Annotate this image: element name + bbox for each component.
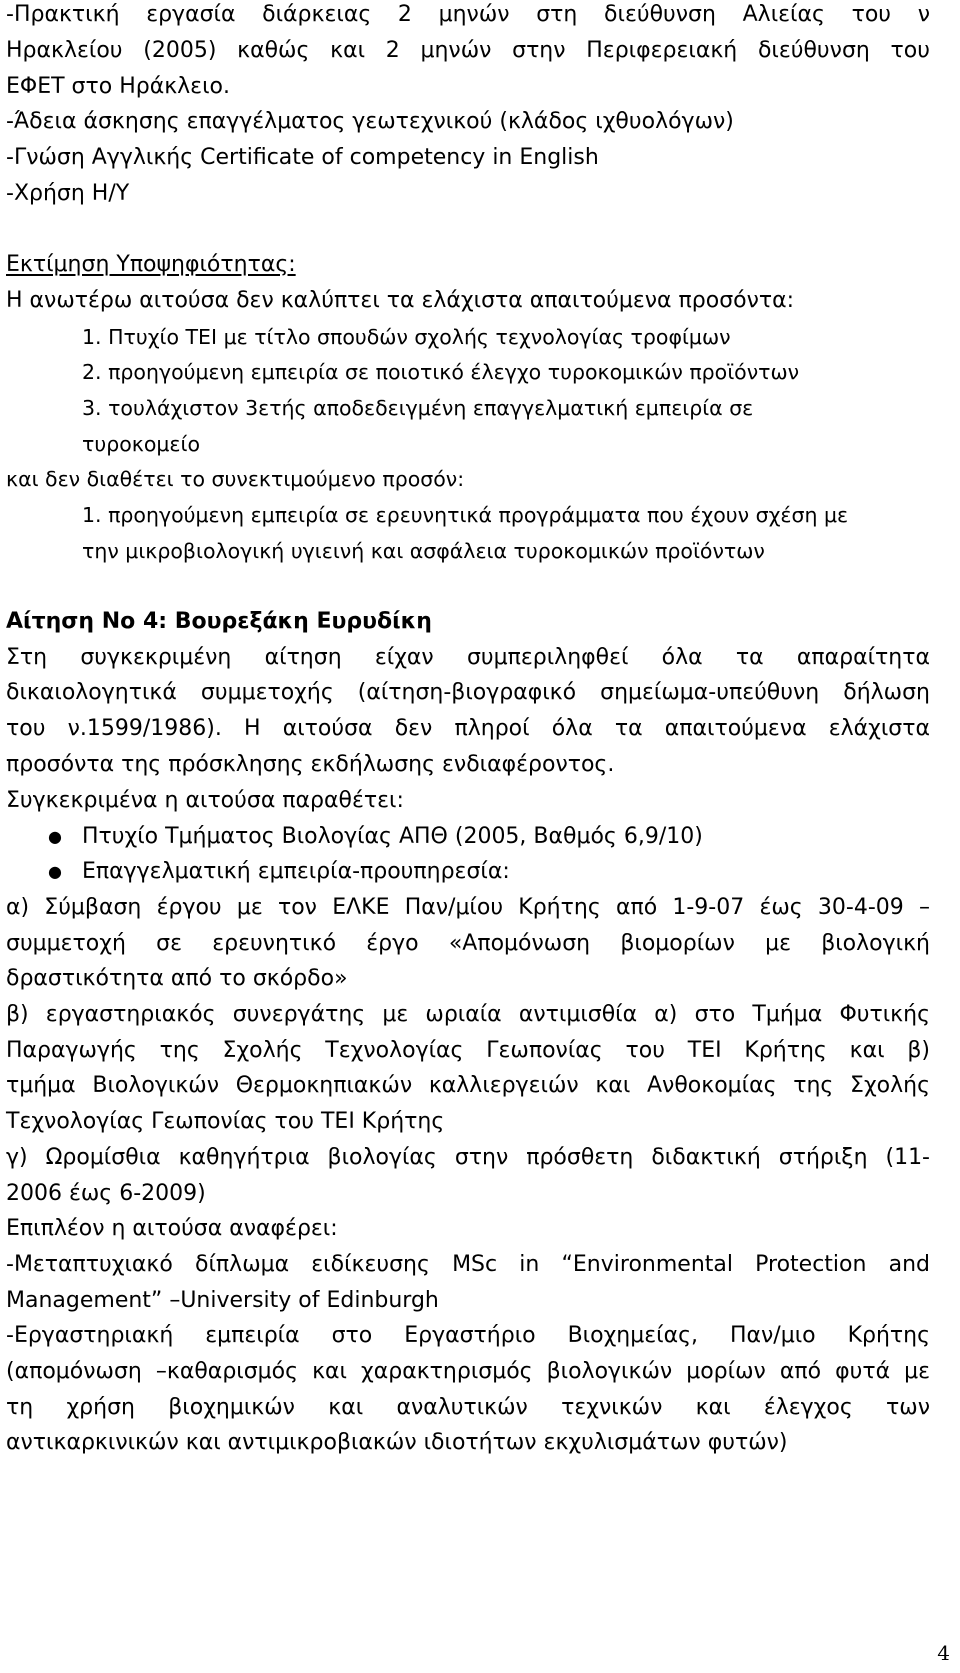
text-line: τη χρήση βιοχημικών και αναλυτικών τεχνικών και έλεγχος των bbox=[6, 1395, 930, 1420]
text-line: Ηρακλείου (2005) καθώς και 2 μηνών στην Περιφερειακή διεύθυνση του bbox=[6, 38, 930, 63]
bullet-item: Επαγγελματική εμπειρία-προυπηρεσία: bbox=[82, 859, 510, 884]
list-item-continuation: την μικροβιολογική υγιεινή και ασφάλεια τυροκομικών προϊόντων bbox=[82, 539, 765, 563]
text-line: γ) Ωρομίσθια καθηγήτρια βιολογίας στην πρόσθετη διδακτική στήριξη (11- bbox=[6, 1145, 930, 1170]
bullet-icon: ● bbox=[48, 827, 62, 846]
list-item: 3. τουλάχιστον 3ετής αποδεδειγμένη επαγγελματική εμπειρία σε bbox=[82, 396, 754, 420]
text-line: Στη συγκεκριμένη αίτηση είχαν συμπεριληφθεί όλα τα απαραίτητα bbox=[6, 645, 930, 670]
text-line: -Άδεια άσκησης επαγγέλματος γεωτεχνικού (κλάδος ιχθυολόγων) bbox=[6, 109, 734, 134]
text-line: -Πρακτική εργασία διάρκειας 2 μηνών στη διεύθυνση Αλιείας του ν bbox=[6, 2, 930, 27]
text-line: β) εργαστηριακός συνεργάτης με ωριαία αντιμισθία α) στο Τμήμα Φυτικής bbox=[6, 1002, 930, 1027]
section-heading: Εκτίμηση Υποψηφιότητας: bbox=[6, 252, 296, 277]
text-line: 2006 έως 6-2009) bbox=[6, 1181, 206, 1206]
text-line: ΕΦΕΤ στο Ηράκλειο. bbox=[6, 74, 230, 99]
text-line: α) Σύμβαση έργου με τον ΕΛΚΕ Παν/μίου Κρήτης από 1-9-07 έως 30-4-09 – bbox=[6, 895, 930, 920]
text-line: προσόντα της πρόσκλησης εκδήλωσης ενδιαφέροντος. bbox=[6, 752, 615, 777]
text-line: -Εργαστηριακή εμπειρία στο Εργαστήριο Βιοχημείας, Παν/μιο Κρήτης bbox=[6, 1323, 930, 1348]
list-item: 1. Πτυχίο ΤΕΙ με τίτλο σπουδών σχολής τεχνολογίας τροφίμων bbox=[82, 325, 731, 349]
bullet-item: Πτυχίο Τμήματος Βιολογίας ΑΠΘ (2005, Βαθμός 6,9/10) bbox=[82, 824, 703, 849]
text-line: δικαιολογητικά συμμετοχής (αίτηση-βιογραφικό σημείωμα-υπεύθυνη δήλωση bbox=[6, 680, 930, 705]
text-line: του ν.1599/1986). Η αιτούσα δεν πληροί όλα τα απαιτούμενα ελάχιστα bbox=[6, 716, 930, 741]
text-line: -Μεταπτυχιακό δίπλωμα ειδίκευσης MSc in “Environmental Protection and bbox=[6, 1252, 930, 1277]
text-line: Συγκεκριμένα η αιτούσα παραθέτει: bbox=[6, 788, 404, 813]
bullet-icon: ● bbox=[48, 862, 62, 881]
list-item-continuation: τυροκομείο bbox=[82, 432, 200, 456]
page-number: 4 bbox=[937, 1641, 950, 1665]
text-line: δραστικότητα από το σκόρδο» bbox=[6, 966, 348, 991]
text-line: Παραγωγής της Σχολής Τεχνολογίας Γεωπονίας του ΤΕΙ Κρήτης και β) bbox=[6, 1038, 930, 1063]
text-line: αντικαρκινικών και αντιμικροβιακών ιδιοτήτων εκχυλισμάτων φυτών) bbox=[6, 1430, 788, 1455]
text-line: (απομόνωση –καθαρισμός και χαρακτηρισμός βιολογικών μορίων από φυτά με bbox=[6, 1359, 930, 1384]
text-line: Τεχνολογίας Γεωπονίας του ΤΕΙ Κρήτης bbox=[6, 1109, 445, 1134]
application-heading: Αίτηση Νο 4: Βουρεξάκη Ευρυδίκη bbox=[6, 609, 432, 634]
text-line: Management” –University of Edinburgh bbox=[6, 1288, 439, 1313]
text-line: συμμετοχή σε ερευνητικό έργο «Απομόνωση βιομορίων με βιολογική bbox=[6, 931, 930, 956]
list-item: 1. προηγούμενη εμπειρία σε ερευνητικά προγράμματα που έχουν σχέση με bbox=[82, 503, 849, 527]
text-line: και δεν διαθέτει το συνεκτιμούμενο προσόν: bbox=[6, 467, 465, 491]
text-line: -Χρήση Η/Υ bbox=[6, 181, 130, 206]
text-line: τμήμα Βιολογικών Θερμοκηπιακών καλλιεργειών και Ανθοκομίας της Σχολής bbox=[6, 1073, 930, 1098]
list-item: 2. προηγούμενη εμπειρία σε ποιοτικό έλεγχο τυροκομικών προϊόντων bbox=[82, 360, 800, 384]
text-line: -Γνώση Αγγλικής Certificate of competency in English bbox=[6, 145, 599, 170]
text-line: Η ανωτέρω αιτούσα δεν καλύπτει τα ελάχιστα απαιτούμενα προσόντα: bbox=[6, 288, 795, 313]
text-line: Επιπλέον η αιτούσα αναφέρει: bbox=[6, 1216, 338, 1241]
